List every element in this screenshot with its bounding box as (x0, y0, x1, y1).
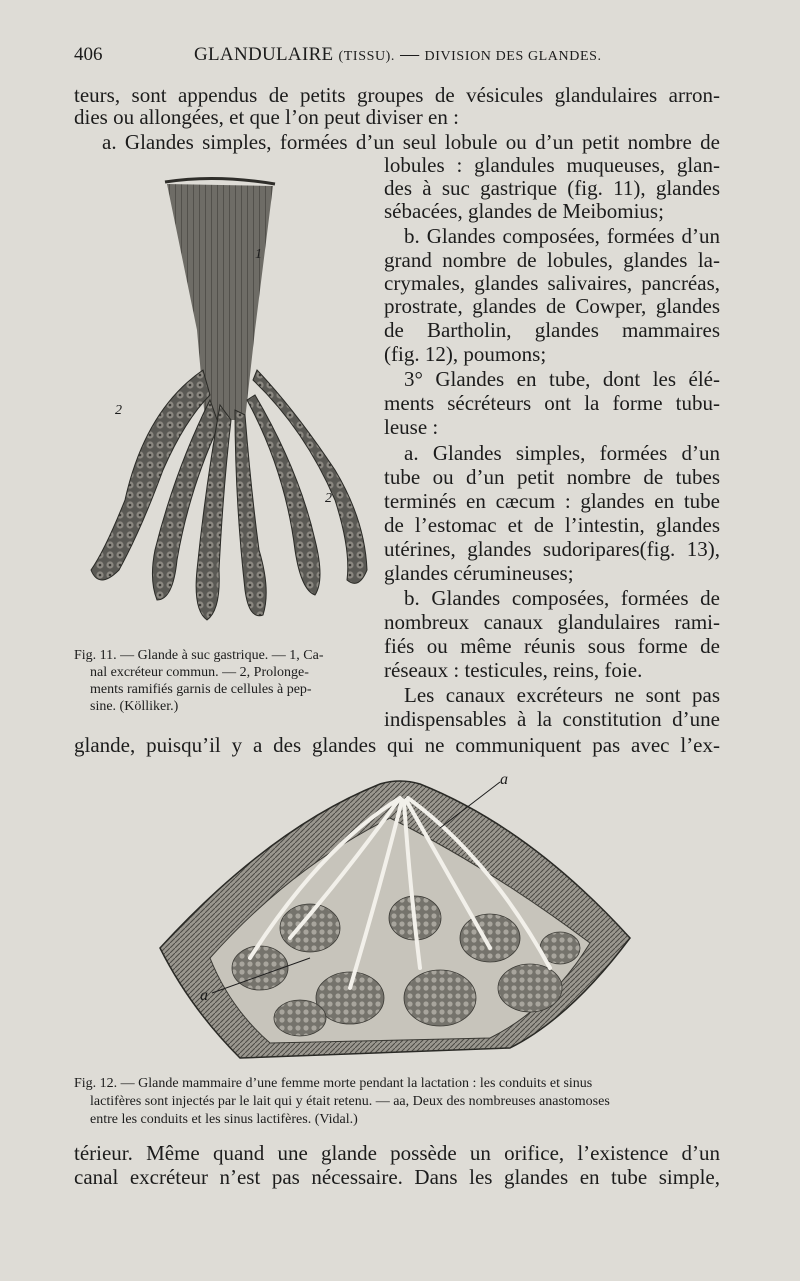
fig12-caption-line: lactifères sont injectés par le lait qui y était retenu. — aa, Deux des nombreuses anastomoses (90, 1094, 610, 1109)
running-header (74, 44, 724, 74)
text-line: sébacées, glandes de Meibomius; (384, 199, 664, 223)
gastric-gland-illustration (85, 170, 375, 640)
text-line: réseaux : testicules, reins, foie. (384, 658, 643, 682)
text-line: glande, puisqu’il y a des glandes qui ne communiquent pas avec l’ex- (74, 733, 720, 757)
text-line: (fig. 12), poumons; (384, 342, 547, 366)
text-line: 3° Glandes en tube, dont les élé- (404, 367, 720, 391)
text-line: ments sécréteurs ont la forme tubu- (384, 391, 720, 415)
text-line: nombreux canaux glandulaires rami- (384, 610, 720, 634)
text-line: térieur. Même quand une glande possède un orifice, l’existence d’un (74, 1141, 720, 1165)
fig11-caption-line: Fig. 11. — Glande à suc gastrique. — 1, Ca- (74, 648, 324, 663)
header-section: DIVISION DES GLANDES. (424, 49, 602, 64)
fig11-label-1: 1 (255, 247, 262, 262)
text-line: b. Glandes composées, formées d’un (404, 224, 720, 248)
text-line: tube ou d’un petit nombre de tubes (384, 465, 720, 489)
fig12-caption-line: Fig. 12. — Glande mammaire d’une femme morte pendant la lactation : les conduits et sinus (74, 1076, 593, 1091)
header-title-paren: (TISSU). (338, 49, 396, 64)
text-line: a. Glandes simples, formées d’un (404, 441, 720, 465)
text-line: b. Glandes composées, formées de (404, 586, 720, 610)
text-line: Les canaux excréteurs ne sont pas (404, 683, 720, 707)
fig11-caption-line: ments ramifiés garnis de cellules à pep- (90, 682, 312, 697)
text-line: grand nombre de lobules, glandes la- (384, 248, 720, 272)
running-title (194, 44, 602, 66)
text-line: de l’estomac et de l’intestin, glandes (384, 513, 720, 537)
text-line: dies ou allongées, et que l’on peut diviser en : (74, 105, 459, 129)
text-line: canal excréteur n’est pas nécessaire. Dans les glandes en tube simple, (74, 1165, 720, 1189)
fig11-caption-line: sine. (Kölliker.) (90, 699, 179, 714)
fig11-label-2a: 2 (115, 403, 122, 418)
text-line: a. Glandes simples, formées d’un seul lobule ou d’un petit nombre de (102, 130, 720, 154)
text-line: utérines, glandes sudoripares(fig. 13), (384, 537, 720, 561)
text-line: teurs, sont appendus de petits groupes de vésicules glandulaires arron- (74, 83, 720, 107)
page-number: 406 (74, 44, 103, 65)
text-line: prostrate, glandes de Cowper, glandes (384, 294, 720, 318)
text-line: fiés ou même réunis sous forme de (384, 634, 720, 658)
text-line: terminés en cæcum : glandes en tube (384, 489, 720, 513)
fig12-label-a-left: a (200, 987, 208, 1004)
text-line: lobules : glandules muqueuses, glan- (384, 153, 720, 177)
fig11-label-2b: 2 (325, 491, 332, 506)
fig11-caption-line: nal excréteur commun. — 2, Prolonge- (90, 665, 309, 680)
header-title: GLANDULAIRE (194, 44, 334, 65)
mammary-gland-illustration (150, 768, 640, 1068)
text-line: glandes cérumineuses; (384, 561, 574, 585)
header-dash: — (400, 44, 420, 65)
fig12-caption-line: entre les conduits et les sinus lactifères. (Vidal.) (90, 1112, 358, 1127)
text-line: leuse : (384, 415, 439, 439)
text-line: des à suc gastrique (fig. 11), glandes (384, 176, 720, 200)
text-line: crymales, glandes salivaires, pancréas, (384, 271, 720, 295)
text-line: de Bartholin, glandes mammaires (384, 318, 720, 342)
fig12-label-a-top: a (500, 771, 508, 788)
text-line: indispensables à la constitution d’une (384, 707, 720, 731)
